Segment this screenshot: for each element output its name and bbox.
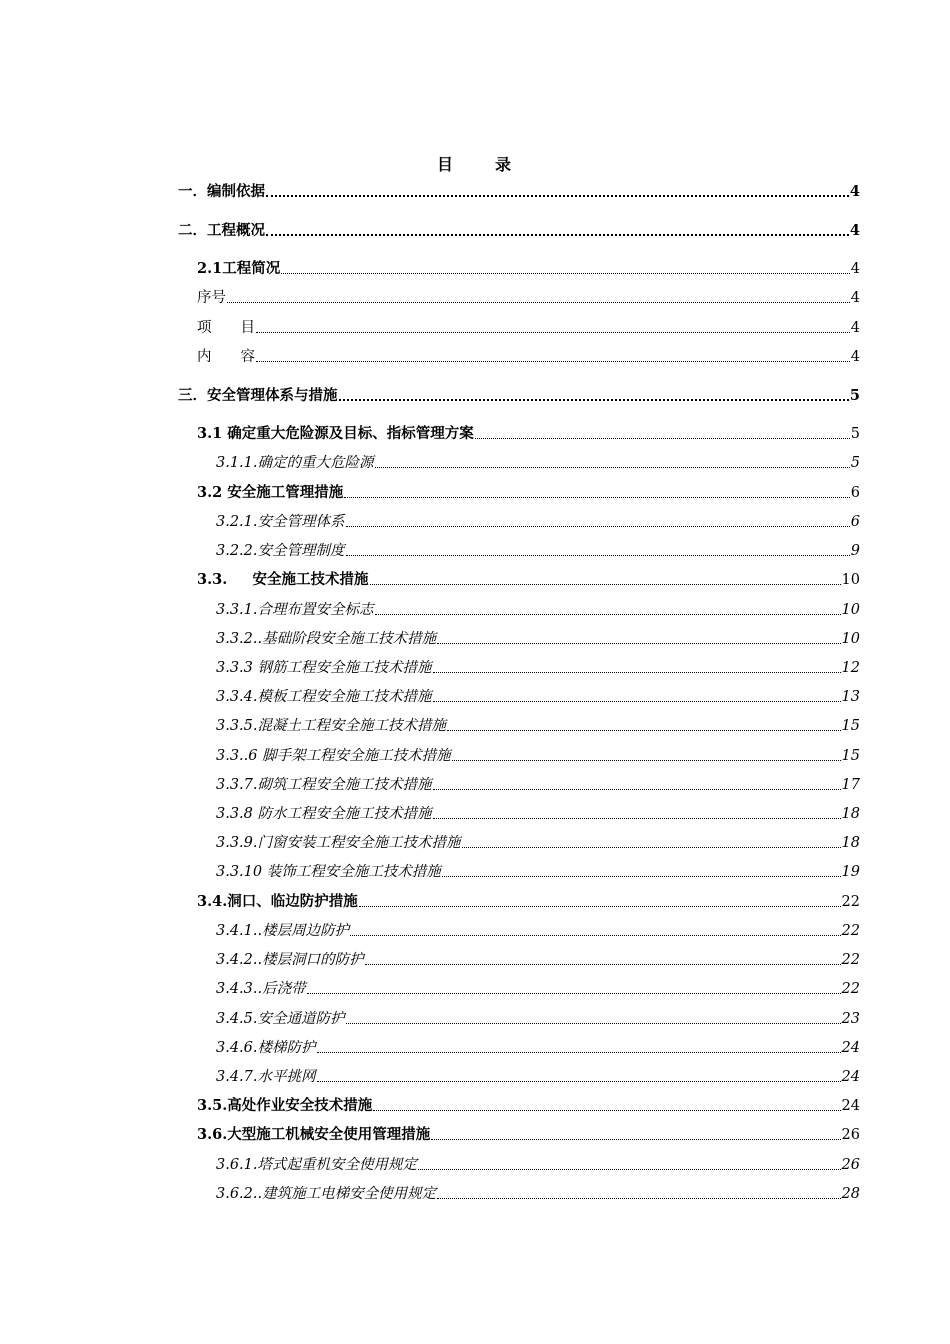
toc-leader <box>365 964 841 965</box>
toc-entry[interactable] <box>216 687 860 707</box>
toc-entry-label: 二．工程概况 <box>178 222 265 239</box>
toc-leader <box>433 789 841 790</box>
toc-entry-label: 三．安全管理体系与措施 <box>178 387 338 404</box>
toc-entry-page: 22 <box>841 981 860 997</box>
toc-entry[interactable] <box>197 483 860 503</box>
toc-leader <box>462 847 841 848</box>
toc-title-left: 目 <box>436 155 455 174</box>
toc-entry-label: 3.4.3..后浇带 <box>216 981 306 997</box>
toc-entry-page: 5 <box>849 387 860 404</box>
toc-entry-label: 3.3. 安全施工技术措施 <box>197 571 369 588</box>
toc-entry[interactable] <box>216 1155 860 1175</box>
toc-entry[interactable] <box>216 746 860 766</box>
toc-leader <box>350 935 840 936</box>
toc-entry-page: 22 <box>841 894 860 910</box>
toc-entry-label: 3.2.1.安全管理体系 <box>216 514 345 530</box>
toc-leader <box>442 876 841 877</box>
toc-entry-page: 4 <box>850 290 860 306</box>
toc-leader <box>346 555 850 556</box>
toc-entry-label: 项 目 <box>197 320 255 336</box>
toc-leader <box>346 1023 841 1024</box>
toc-entry-page: 4 <box>850 349 860 365</box>
toc-entry-page: 4 <box>849 222 860 239</box>
toc-entry-page: 5 <box>850 426 860 442</box>
toc-leader <box>266 195 849 197</box>
toc-entry[interactable] <box>178 182 860 202</box>
toc-entry-label: 3.3.8 防水工程安全施工技术措施 <box>216 806 432 822</box>
toc-entry[interactable] <box>216 629 860 649</box>
toc-leader <box>418 1169 841 1170</box>
toc-leader <box>375 614 841 615</box>
toc-entry[interactable] <box>197 318 860 338</box>
toc-entry[interactable] <box>216 541 860 561</box>
toc-entry-label: 3.1.1.确定的重大危险源 <box>216 455 374 471</box>
toc-entry[interactable] <box>197 259 860 279</box>
toc-leader <box>344 497 849 498</box>
toc-entry[interactable] <box>216 716 860 736</box>
toc-leader <box>433 701 841 702</box>
toc-entry-label: 3.6.1.塔式起重机安全使用规定 <box>216 1157 418 1173</box>
toc-entry[interactable] <box>197 892 860 912</box>
toc-entry[interactable] <box>216 1009 860 1029</box>
toc-entry-label: 3.3.3 钢筋工程安全施工技术措施 <box>216 660 432 676</box>
toc-entry[interactable] <box>216 775 860 795</box>
toc-leader <box>433 672 841 673</box>
toc-entry-page: 13 <box>841 689 860 705</box>
toc-leader <box>339 399 849 401</box>
toc-entry-page: 19 <box>841 864 860 880</box>
toc-entry-page: 4 <box>849 183 860 200</box>
toc-entry-page: 10 <box>841 572 860 588</box>
toc-leader <box>317 1081 841 1082</box>
toc-leader <box>317 1052 841 1053</box>
toc-entry-page: 4 <box>850 261 860 277</box>
toc-leader <box>437 643 840 644</box>
toc-entry-label: 3.5.高处作业安全技术措施 <box>197 1097 373 1114</box>
toc-entry[interactable] <box>197 1125 860 1145</box>
toc-entry-page: 28 <box>841 1186 860 1202</box>
toc-entry-page: 26 <box>841 1157 860 1173</box>
toc-entry-label: 一．编制依据 <box>178 183 265 200</box>
toc-leader <box>281 273 850 274</box>
toc-title-right: 录 <box>495 155 514 174</box>
toc-entry[interactable] <box>216 921 860 941</box>
toc-entry-label: 序号 <box>197 290 226 306</box>
toc-entry[interactable] <box>216 862 860 882</box>
toc-leader <box>370 584 841 585</box>
toc-entry[interactable] <box>216 950 860 970</box>
toc-entry-page: 10 <box>841 631 860 647</box>
toc-leader <box>227 302 850 303</box>
toc-entry-label: 3.3.5.混凝土工程安全施工技术措施 <box>216 718 447 734</box>
toc-entry-label: 3.4.1..楼层周边防护 <box>216 923 350 939</box>
toc-entry[interactable] <box>197 424 860 444</box>
toc-entry-label: 3.3.1.合理布置安全标志 <box>216 602 374 618</box>
toc-entry-label: 内 容 <box>197 349 255 365</box>
toc-entry-page: 17 <box>841 777 860 793</box>
toc-entry-label: 3.3.9.门窗安装工程安全施工技术措施 <box>216 835 461 851</box>
toc-leader <box>256 361 850 362</box>
toc-entry-label: 3.4.2..楼层洞口的防护 <box>216 952 364 968</box>
toc-leader <box>475 438 850 439</box>
toc-entry-page: 24 <box>841 1040 860 1056</box>
toc-leader <box>447 730 841 731</box>
toc-entry-page: 18 <box>841 835 860 851</box>
toc-entry[interactable] <box>216 600 860 620</box>
toc-entry-page: 6 <box>850 485 860 501</box>
toc-entry-label: 3.3.7.砌筑工程安全施工技术措施 <box>216 777 432 793</box>
toc-entry-label: 3.4.7.水平挑网 <box>216 1069 316 1085</box>
toc-entry-label: 3.2 安全施工管理措施 <box>197 484 344 501</box>
toc-entry-label: 3.1 确定重大危险源及目标、指标管理方案 <box>197 425 474 442</box>
toc-entry-page: 10 <box>841 602 860 618</box>
toc-entry-page: 9 <box>850 543 860 559</box>
toc-entry[interactable] <box>216 804 860 824</box>
toc-leader <box>375 467 850 468</box>
toc-entry-page: 26 <box>841 1127 860 1143</box>
toc-entry-label: 3.4.5.安全通道防护 <box>216 1011 345 1027</box>
toc-entry[interactable] <box>216 1067 860 1087</box>
toc-entry[interactable] <box>216 453 860 473</box>
toc-entry[interactable] <box>216 658 860 678</box>
toc-leader <box>437 1198 840 1199</box>
toc-leader <box>431 1139 840 1140</box>
toc-entry-page: 15 <box>841 718 860 734</box>
toc-leader <box>266 234 849 236</box>
toc-entry-page: 5 <box>850 455 860 471</box>
toc-entry[interactable] <box>216 512 860 532</box>
toc-entry[interactable] <box>197 347 860 367</box>
toc-entry-label: 3.2.2.安全管理制度 <box>216 543 345 559</box>
toc-leader <box>452 760 841 761</box>
toc-entry-label: 3.4.洞口、临边防护措施 <box>197 893 358 910</box>
toc-entry[interactable] <box>178 221 860 241</box>
toc-entry-page: 6 <box>850 514 860 530</box>
toc-entry-page: 12 <box>841 660 860 676</box>
toc-entry-label: 3.3.4.模板工程安全施工技术措施 <box>216 689 432 705</box>
toc-entry-label: 3.3.10 装饰工程安全施工技术措施 <box>216 864 441 880</box>
toc-title <box>0 152 950 175</box>
toc-entry-label: 3.3.2..基础阶段安全施工技术措施 <box>216 631 437 647</box>
toc-entry-page: 4 <box>850 320 860 336</box>
toc-entry[interactable] <box>216 1038 860 1058</box>
toc-entry[interactable] <box>197 1096 860 1116</box>
toc-leader <box>359 906 841 907</box>
toc-leader <box>307 993 841 994</box>
toc-entry[interactable] <box>197 570 860 590</box>
toc-entry-page: 18 <box>841 806 860 822</box>
toc-entry-label: 3.3..6 脚手架工程安全施工技术措施 <box>216 748 451 764</box>
toc-entry-label: 3.4.6.楼梯防护 <box>216 1040 316 1056</box>
toc-entry[interactable] <box>216 833 860 853</box>
toc-leader <box>373 1110 840 1111</box>
toc-entry[interactable] <box>216 1184 860 1204</box>
toc-entry[interactable] <box>178 386 860 406</box>
toc-entry-page: 22 <box>841 952 860 968</box>
toc-entry-page: 24 <box>841 1098 860 1114</box>
toc-leader <box>256 332 850 333</box>
toc-entry-label: 3.6.2..建筑施工电梯安全使用规定 <box>216 1186 437 1202</box>
toc-entry-page: 23 <box>841 1011 860 1027</box>
toc-entry-label: 2.1工程简况 <box>197 260 281 277</box>
toc-entry-page: 15 <box>841 748 860 764</box>
toc-leader <box>433 818 841 819</box>
toc-entry-page: 24 <box>841 1069 860 1085</box>
toc-entry-page: 22 <box>841 923 860 939</box>
toc-entry[interactable] <box>197 288 860 308</box>
toc-entry[interactable] <box>216 979 860 999</box>
toc-entry-label: 3.6.大型施工机械安全使用管理措施 <box>197 1126 431 1143</box>
toc-leader <box>346 526 850 527</box>
